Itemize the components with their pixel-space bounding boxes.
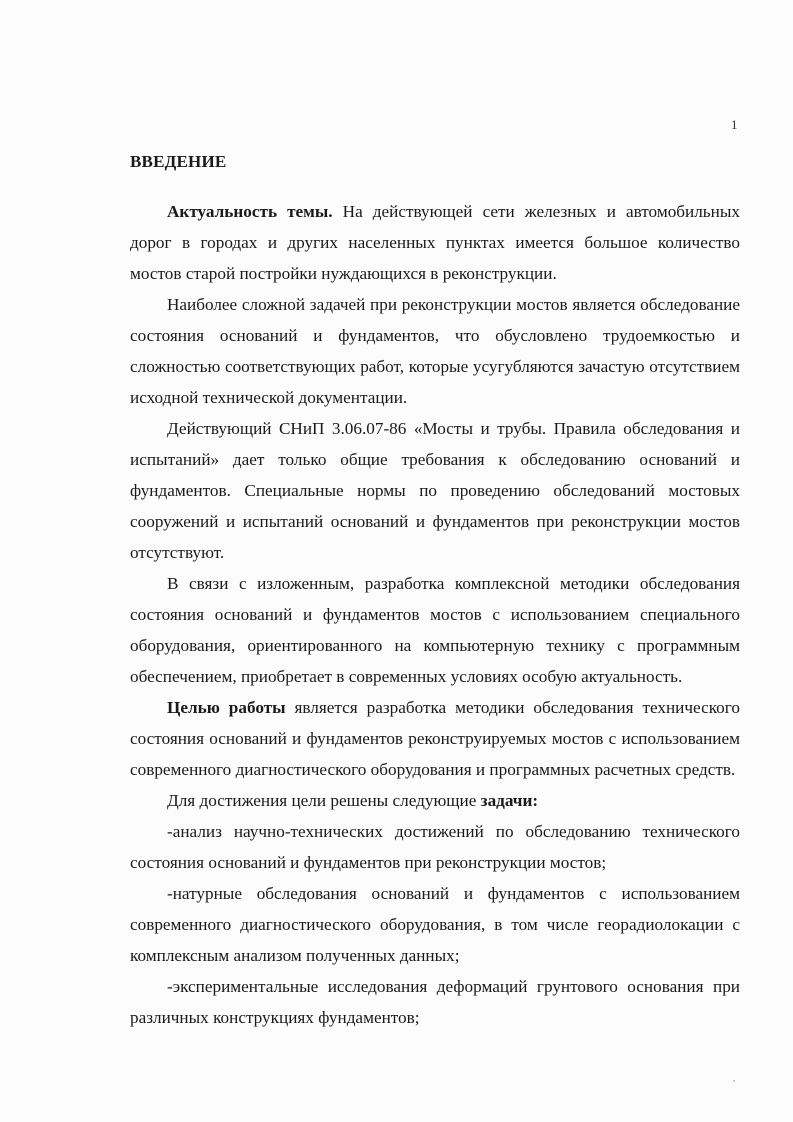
paragraph-lead: Целью работы [167,698,286,717]
paragraph-text: Действующий СНиП 3.06.07-86 «Мосты и трубы. Правила обследования и испытаний» дает только общие требования к обследованию оснований и фундаментов. Специальные нормы по проведению обследований мостовых сооружений и испытаний оснований и фундаментов при реконструкции мостов отсутствуют. [130,419,740,562]
page-number: 1 [731,117,738,132]
scan-speck [733,1080,735,1082]
paragraph-goal [130,692,740,785]
section-heading: ВВЕДЕНИЕ [130,152,227,171]
body-text [130,196,740,1033]
paragraph-text: -натурные обследования оснований и фундаментов с использованием современного диагностического оборудования, в том числе георадиолокации с комплексным анализом полученных данных; [130,884,740,965]
paragraph-text: -анализ научно-технических достижений по обследованию технического состояния оснований и фундаментов при реконструкции мостов; [130,822,740,872]
paragraph-text: Наиболее сложной задачей при реконструкции мостов является обследование состояния оснований и фундаментов, что обусловлено трудоемкостью и сложностью соответствующих работ, которые усугубляются зачастую отсутствием исходной технической документации. [130,295,740,407]
paragraph-text: является разработка методики обследования технического состояния оснований и фундаментов реконструируемых мостов с использованием современного диагностического оборудования и программных расчетных средств. [130,698,740,779]
paragraph-relevance [130,196,740,289]
paragraph-tail: задачи: [480,791,539,810]
list-item-task [130,878,740,971]
list-item-task [130,816,740,878]
paragraph-text: В связи с изложенным, разработка комплексной методики обследования состояния оснований и фундаментов мостов с использованием специального оборудования, ориентированного на компьютерную технику с программным обеспечением, приобретает в современных условиях особую актуальность. [130,574,740,686]
paragraph-lead: Актуальность темы. [167,202,333,221]
paragraph-text: -экспериментальные исследования деформаций грунтового основания при различных конструкциях фундаментов; [130,977,740,1027]
paragraph-actuality [130,568,740,692]
paragraph-text: Для достижения цели решены следующие [167,791,481,810]
paragraph-snip [130,413,740,568]
paragraph-tasks-intro [130,785,740,816]
paragraph-text: На действующей сети железных и автомобильных дорог в городах и других населенных пунктах имеется большое количество мостов старой постройки нуждающихся в реконструкции. [130,202,740,283]
paragraph-complexity [130,289,740,413]
list-item-task [130,971,740,1033]
